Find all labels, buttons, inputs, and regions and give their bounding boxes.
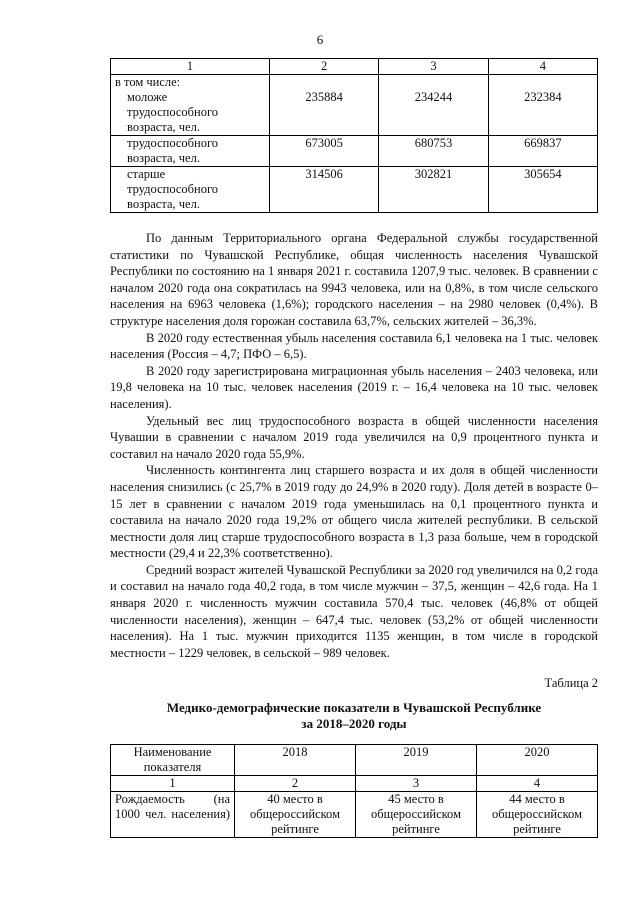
paragraph: Удельный вес лиц трудоспособного возраста в общей численности населения Чувашии в сравнении с началом 2019 года увеличился на 0,9 процентного пункта и составил на начало 2020 года 55,9%. xyxy=(110,413,598,461)
table-number-row xyxy=(111,776,598,792)
cell-value: 232384 xyxy=(488,90,597,136)
cell-value: 40 место в общероссийском рейтинге xyxy=(235,792,356,838)
paragraph: В 2020 году естественная убыль населения составила 6,1 человека на 1 тыс. человек населения (Россия – 4,7; ПФО – 6,5). xyxy=(110,330,598,362)
paragraph: Средний возраст жителей Чувашской Республики за 2020 год увеличился на 0,2 года и составил на начало года 40,2 года, в том числе мужчин – 37,5, женщин – 42,6 года. На 1 января 2020 г. численность мужчин составила 570,4 тыс. человек (46,8% от общей численности населения), женщин – 647,4 тыс. человек (53,2% от общей численности населения). На 1 тыс. мужчин приходится 1135 женщин, в том числе в городской местности – 1229 человек, в сельской – 989 человек. xyxy=(110,562,598,660)
paragraph: Численность контингента лиц старшего возраста и их доля в общей численности населения снизились (с 25,7% в 2019 году до 24,9% в 2020 году). Доля детей в возрасте 0–15 лет в сравнении с началом 2019 года уменьшилась на 0,1 процентного пункта и составила на начало 2020 года 19,2% от общего числа жителей республики. В сельской местности доля лиц старше трудоспособного возраста в 1,3 раза больше, чем в городской местности (29,4 и 22,3% соответственно). xyxy=(110,463,598,561)
row-label: старше трудоспособного возраста, чел. xyxy=(111,167,270,213)
col-number-2: 2 xyxy=(235,776,356,792)
table-row xyxy=(111,90,598,136)
col-number-4: 4 xyxy=(477,776,598,792)
body-text xyxy=(110,230,598,661)
population-table xyxy=(110,58,598,213)
col-number-3: 3 xyxy=(356,776,477,792)
col-number-1: 1 xyxy=(111,59,270,75)
header-year: 2019 xyxy=(356,745,477,776)
cell-value: 669837 xyxy=(488,136,597,167)
cell-value: 45 место в общероссийском рейтинге xyxy=(356,792,477,838)
cell-value: 44 место в общероссийском рейтинге xyxy=(477,792,598,838)
paragraph: В 2020 году зарегистрирована миграционная убыль населения – 2403 человека, или 19,8 человека на 10 тыс. человек населения (2019 г. – 16,4 человека на 10 тыс. человек населения). xyxy=(110,363,598,411)
cell-value: 673005 xyxy=(270,136,379,167)
cell-value: 680753 xyxy=(379,136,488,167)
cell-value: 314506 xyxy=(270,167,379,213)
header-indicator: Наименование показателя xyxy=(111,745,235,776)
cell-value: 305654 xyxy=(488,167,597,213)
paragraph: По данным Территориального органа Федеральной службы государственной статистики по Чувашской Республике, общая численность населения Чувашской Республики по состоянию на 1 января 2021 г. составила 1207,9 тыс. человек. В сравнении с началом 2020 года она сократилась на 9943 человека, или на 0,8%, в том числе сельского населения на 6963 человека (1,6%); городского населения – на 2980 человек (0,4%). В структуре населения доля горожан составила 63,7%, сельских жителей – 36,3%. xyxy=(110,231,598,328)
medical-demographic-table xyxy=(110,744,598,838)
table-row xyxy=(111,792,598,838)
table-title: Медико-демографические показатели в Чувашской Республике за 2018–2020 годы xyxy=(166,700,542,731)
col-number-4: 4 xyxy=(488,59,597,75)
col-number-1: 1 xyxy=(111,776,235,792)
col-number-2: 2 xyxy=(270,59,379,75)
table-row xyxy=(111,75,598,91)
row-label: моложе трудоспособного возраста, чел. xyxy=(111,90,270,136)
table-row xyxy=(111,136,598,167)
row-label: трудоспособного возраста, чел. xyxy=(111,136,270,167)
table-label: Таблица 2 xyxy=(544,676,598,690)
table-header-row xyxy=(111,745,598,776)
cell-value: 302821 xyxy=(379,167,488,213)
in-that-label: в том числе: xyxy=(111,75,270,91)
table-header-row xyxy=(111,59,598,75)
page-number: 6 xyxy=(316,32,324,47)
cell-value: 234244 xyxy=(379,90,488,136)
row-label: Рождаемость (на 1000 чел. населения) xyxy=(111,792,235,838)
header-year: 2020 xyxy=(477,745,598,776)
cell-value: 235884 xyxy=(270,90,379,136)
col-number-3: 3 xyxy=(379,59,488,75)
table-row xyxy=(111,167,598,213)
header-year: 2018 xyxy=(235,745,356,776)
